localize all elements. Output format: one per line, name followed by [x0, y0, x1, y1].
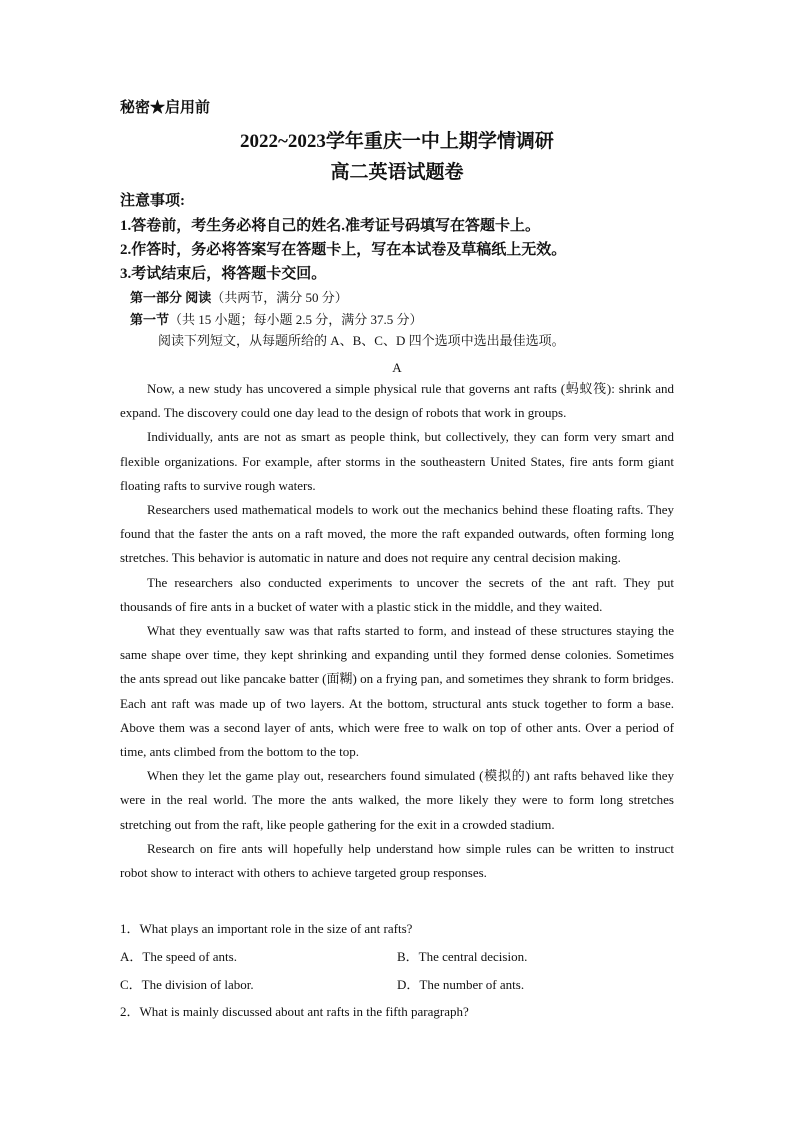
- passage-paragraph: What they eventually saw was that rafts started to form, and instead of these structures staying the same shape over time, they kept shrinking and expanding until they formed dense colonies. Sometimes the ants spread out like pancake batter (面糊) on a frying pan, and sometimes they shrank to form bridges. Each ant raft was made up of two layers. At the bottom, structural ants stuck together to form a base. Above them was a second layer of ants, which were free to walk on top of other ants. Over a period of time, ants climbed from the bottom to the top.: [120, 623, 674, 760]
- passage-paragraph: Now, a new study has uncovered a simple physical rule that governs ant rafts (蚂蚁筏): shrink and expand. The discovery could one day lead to the design of robots that work in groups.: [120, 381, 674, 421]
- section-title: 第一节: [130, 312, 170, 327]
- notice-heading: 注意事项:: [120, 193, 185, 209]
- reading-passage: [120, 377, 674, 885]
- section-instruction: 阅读下列短文，从每题所给的 A、B、C、D 四个选项中选出最佳选项。: [158, 333, 565, 348]
- notice-item: 3.考试结束后，将答题卡交回。: [120, 266, 327, 282]
- passage-paragraph: Individually, ants are not as smart as people think, but collectively, they can form very smart and flexible organizations. For example, after storms in the southeastern United States, fire ants form giant floating rafts to survive rough waters.: [120, 429, 674, 493]
- passage-paragraph: The researchers also conducted experiments to uncover the secrets of the ant raft. They put thousands of fire ants in a bucket of water with a plastic stick in the middle, and they waited.: [120, 574, 674, 614]
- passage-paragraph: Research on fire ants will hopefully help understand how simple rules can be written to instruct robot show to interact with others to achieve targeted group responses.: [120, 840, 674, 881]
- notice-item: 1.答卷前，考生务必将自己的姓名.准考证号码填写在答题卡上。: [120, 218, 541, 234]
- section-heading: [130, 309, 423, 328]
- question-1-stem: 1．What plays an important role in the size of ant rafts?: [120, 921, 413, 936]
- passage-paragraph: Researchers used mathematical models to work out the mechanics behind these floating rafts. They found that the faster the ants on a raft moved, the more the raft expanded outwards, often forming long stretches. This behavior is automatic in nature and does not require any central decision making.: [120, 502, 674, 566]
- notice-item: 2.作答时，务必将答案写在答题卡上，写在本试卷及草稿纸上无效。: [120, 242, 567, 258]
- part-title: 第一部分 阅读: [130, 290, 212, 305]
- question-1-option-b: B．The central decision.: [397, 949, 528, 964]
- question-1-option-c: C．The division of labor.: [120, 977, 254, 992]
- passage-label: A: [392, 360, 402, 375]
- part-detail: （共两节，满分 50 分）: [211, 290, 348, 305]
- question-1-option-d: D．The number of ants.: [397, 977, 525, 992]
- part-heading: [130, 287, 348, 306]
- section-detail: （共 15 小题；每小题 2.5 分，满分 37.5 分）: [169, 312, 423, 327]
- question-2-stem: 2．What is mainly discussed about ant rafts in the fifth paragraph?: [120, 1004, 469, 1019]
- passage-paragraph: When they let the game play out, researchers found simulated (模拟的) ant rafts behaved like they were in the real world. The more the ants walked, the more likely they were to form long stretches stretching out from the raft, like people gathering for the exit in a crowded stadium.: [120, 768, 674, 832]
- confidential-mark: 秘密★启用前: [120, 100, 211, 116]
- exam-title: 2022~2023学年重庆一中上期学情调研: [240, 131, 554, 152]
- exam-subtitle: 高二英语试题卷: [330, 162, 464, 183]
- question-1-option-a: A．The speed of ants.: [120, 949, 237, 964]
